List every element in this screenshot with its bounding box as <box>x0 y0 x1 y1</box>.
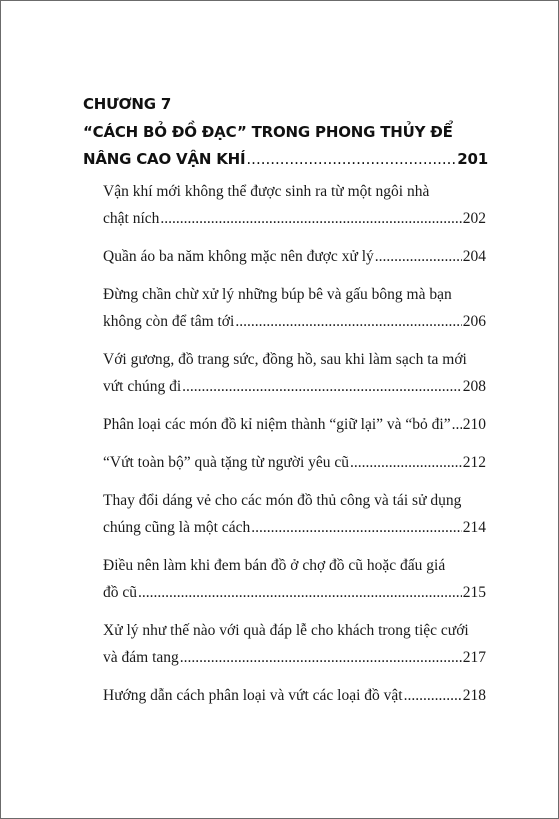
toc-page-number: 202 <box>462 210 486 227</box>
dot-leader <box>235 308 461 335</box>
toc-entry-line-2: Quần áo ba năm không mặc nên được xử lý <box>103 248 374 265</box>
toc-entry[interactable] <box>103 281 486 335</box>
toc-entry[interactable] <box>103 449 486 476</box>
toc-entry-line-2: “Vứt toàn bộ” quà tặng từ người yêu cũ <box>103 454 350 471</box>
toc-entry-line-2: và đám tang <box>103 649 179 666</box>
toc-page-number: 204 <box>462 248 486 265</box>
toc-entry-line-2: đồ cũ <box>103 584 138 601</box>
dot-leader <box>160 205 461 232</box>
dot-leader <box>375 243 462 270</box>
dot-leader <box>182 373 462 400</box>
dot-leader <box>452 411 462 438</box>
toc-entry[interactable] <box>103 682 486 709</box>
toc-page-number: 212 <box>462 454 486 471</box>
toc-page-number: 210 <box>462 416 486 433</box>
chapter-title-line-1: “CÁCH BỎ ĐỒ ĐẠC” TRONG PHONG THỦY ĐỂ <box>83 122 453 141</box>
toc-entry-line-2: Hướng dẫn cách phân loại và vứt các loại đồ vật <box>103 687 403 704</box>
toc-entry-line-2: vứt chúng đi <box>103 378 182 395</box>
toc-entry[interactable] <box>103 178 486 232</box>
dot-leader <box>404 682 462 709</box>
toc-entry[interactable] <box>103 552 486 606</box>
toc-entry-line-2: chật ních <box>103 210 160 227</box>
toc-page-number: 206 <box>462 313 486 330</box>
chapter-number: CHƯƠNG 7 <box>83 95 172 113</box>
toc-entry-line-1: Với gương, đồ trang sức, đồng hồ, sau khi làm sạch ta mới <box>103 351 467 368</box>
toc-page-number: 215 <box>462 584 486 601</box>
dot-leader <box>246 146 456 174</box>
toc-page-number: 217 <box>462 649 486 666</box>
toc-entries <box>103 178 486 720</box>
toc-entry[interactable] <box>103 617 486 671</box>
toc-page-number: 214 <box>462 519 486 536</box>
chapter-heading <box>83 91 488 174</box>
toc-entry-line-1: Thay đổi dáng vẻ cho các món đồ thủ công và tái sử dụng <box>103 492 462 509</box>
dot-leader <box>180 644 462 671</box>
chapter-title-row <box>83 146 488 174</box>
chapter-page-number: 201 <box>457 150 488 168</box>
toc-entry[interactable] <box>103 411 486 438</box>
toc-entry-line-1: Đừng chần chừ xử lý những búp bê và gấu bông mà bạn <box>103 286 452 303</box>
dot-leader <box>138 579 462 606</box>
toc-entry-line-2: Phân loại các món đồ kỉ niệm thành “giữ lại” và “bỏ đi” <box>103 416 451 433</box>
toc-entry[interactable] <box>103 243 486 270</box>
toc-page-number: 208 <box>462 378 486 395</box>
toc-entry-line-1: Xử lý như thế nào với quà đáp lễ cho khách trong tiệc cưới <box>103 622 469 639</box>
chapter-title-line-2: NÂNG CAO VẬN KHÍ <box>83 150 246 168</box>
toc-entry-line-2: chúng cũng là một cách <box>103 519 251 536</box>
toc-entry[interactable] <box>103 346 486 400</box>
toc-entry-line-1: Vận khí mới không thể được sinh ra từ một ngôi nhà <box>103 183 430 200</box>
toc-entry[interactable] <box>103 487 486 541</box>
toc-entry-line-2: không còn để tâm tới <box>103 313 235 330</box>
toc-page-number: 218 <box>462 687 486 704</box>
dot-leader <box>350 449 462 476</box>
toc-entry-line-1: Điều nên làm khi đem bán đồ ở chợ đồ cũ hoặc đấu giá <box>103 557 446 574</box>
dot-leader <box>251 514 462 541</box>
